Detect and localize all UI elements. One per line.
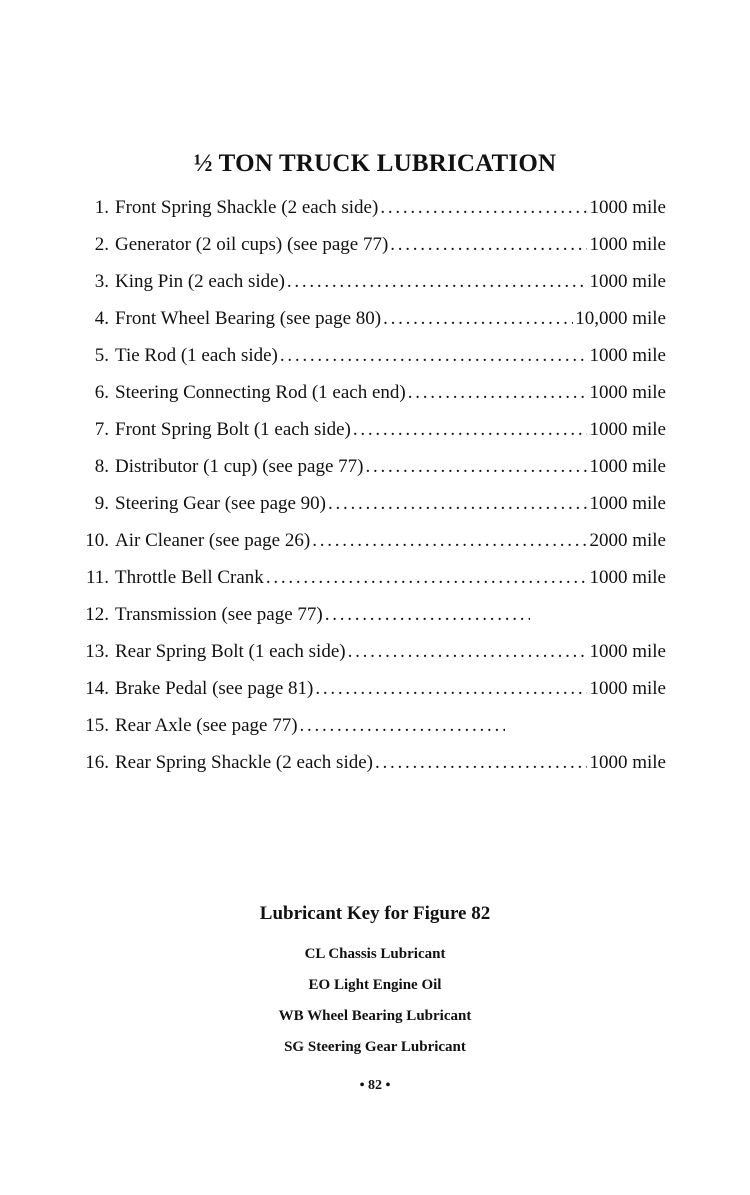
schedule-row (72, 752, 666, 789)
item-interval: 1000 mile (589, 271, 666, 292)
item-description: Throttle Bell Crank (115, 567, 264, 588)
item-number: 7. (94, 419, 109, 440)
schedule-row (72, 345, 666, 382)
item-description: Distributor (1 cup) (see page 77) (115, 456, 364, 477)
item-interval: 1000 mile (589, 456, 666, 477)
schedule-row (72, 715, 666, 752)
dot-leader (390, 234, 587, 256)
page-number: • 82 • (359, 1078, 391, 1093)
schedule-row (72, 234, 666, 271)
item-description: Tie Rod (1 each side) (115, 345, 278, 366)
dot-leader (353, 419, 588, 441)
item-number: 2. (94, 234, 109, 255)
dot-leader (266, 567, 588, 589)
item-interval: 1000 mile (589, 678, 666, 699)
item-number: 4. (94, 308, 109, 329)
dot-leader (348, 641, 588, 663)
schedule-row (72, 271, 666, 308)
item-interval: 1000 mile (589, 382, 666, 403)
item-interval: 2000 mile (589, 530, 666, 551)
dot-leader (375, 752, 587, 774)
schedule-row (72, 419, 666, 456)
schedule-row (72, 567, 666, 604)
lubricant-key-entry: CL Chassis Lubricant (304, 946, 446, 962)
item-description: Steering Connecting Rod (1 each end) (115, 382, 406, 403)
lubrication-schedule (72, 197, 666, 789)
item-number: 13. (85, 641, 109, 662)
item-interval: 1000 mile (589, 419, 666, 440)
schedule-row (72, 456, 666, 493)
lubricant-key-entry: WB Wheel Bearing Lubricant (278, 1008, 472, 1024)
dot-leader (312, 530, 587, 552)
item-description: Rear Axle (see page 77) (115, 715, 298, 736)
item-number: 5. (94, 345, 109, 366)
dot-leader (315, 678, 587, 700)
item-interval: 10,000 mile (575, 308, 666, 329)
item-description: Rear Spring Shackle (2 each side) (115, 752, 373, 773)
schedule-row (72, 530, 666, 567)
item-description: Transmission (see page 77) (115, 604, 323, 625)
item-number: 9. (94, 493, 109, 514)
item-interval: 1000 mile (589, 493, 666, 514)
schedule-row (72, 197, 666, 234)
item-interval: 1000 mile (589, 641, 666, 662)
schedule-row (72, 308, 666, 345)
item-description: Generator (2 oil cups) (see page 77) (115, 234, 389, 255)
item-number: 10. (85, 530, 109, 551)
dot-leader (408, 382, 588, 404)
item-interval: 1000 mile (589, 345, 666, 366)
schedule-row (72, 678, 666, 715)
item-number: 15. (85, 715, 109, 736)
item-description: Steering Gear (see page 90) (115, 493, 327, 514)
lubricant-key-title: Lubricant Key for Figure 82 (259, 903, 491, 924)
dot-leader (280, 345, 588, 367)
page-title: ½ TON TRUCK LUBRICATION (193, 150, 557, 177)
item-description: Front Spring Bolt (1 each side) (115, 419, 351, 440)
dot-leader (328, 493, 587, 515)
dot-leader (380, 197, 587, 219)
schedule-row (72, 493, 666, 530)
item-interval: 1000 mile (589, 567, 666, 588)
lubricant-key-entry: EO Light Engine Oil (308, 977, 442, 993)
dot-leader (287, 271, 588, 293)
schedule-row (72, 641, 666, 678)
item-interval: 1000 mile (589, 234, 666, 255)
item-number: 12. (85, 604, 109, 625)
dot-leader (300, 715, 505, 737)
item-description: Front Spring Shackle (2 each side) (115, 197, 379, 218)
item-number: 16. (85, 752, 109, 773)
item-description: Air Cleaner (see page 26) (115, 530, 311, 551)
item-number: 14. (85, 678, 109, 699)
item-interval: 1000 mile (589, 197, 666, 218)
schedule-row (72, 604, 666, 641)
dot-leader (325, 604, 530, 626)
item-number: 1. (94, 197, 109, 218)
lubricant-key (0, 903, 750, 1063)
item-number: 11. (85, 567, 109, 588)
item-interval: 1000 mile (589, 752, 666, 773)
item-number: 8. (94, 456, 109, 477)
item-number: 6. (94, 382, 109, 403)
item-description: King Pin (2 each side) (115, 271, 285, 292)
item-description: Brake Pedal (see page 81) (115, 678, 314, 699)
dot-leader (383, 308, 573, 330)
dot-leader (366, 456, 588, 478)
item-description: Front Wheel Bearing (see page 80) (115, 308, 382, 329)
lubricant-key-entry: SG Steering Gear Lubricant (284, 1039, 466, 1055)
item-number: 3. (94, 271, 109, 292)
schedule-row (72, 382, 666, 419)
item-description: Rear Spring Bolt (1 each side) (115, 641, 346, 662)
